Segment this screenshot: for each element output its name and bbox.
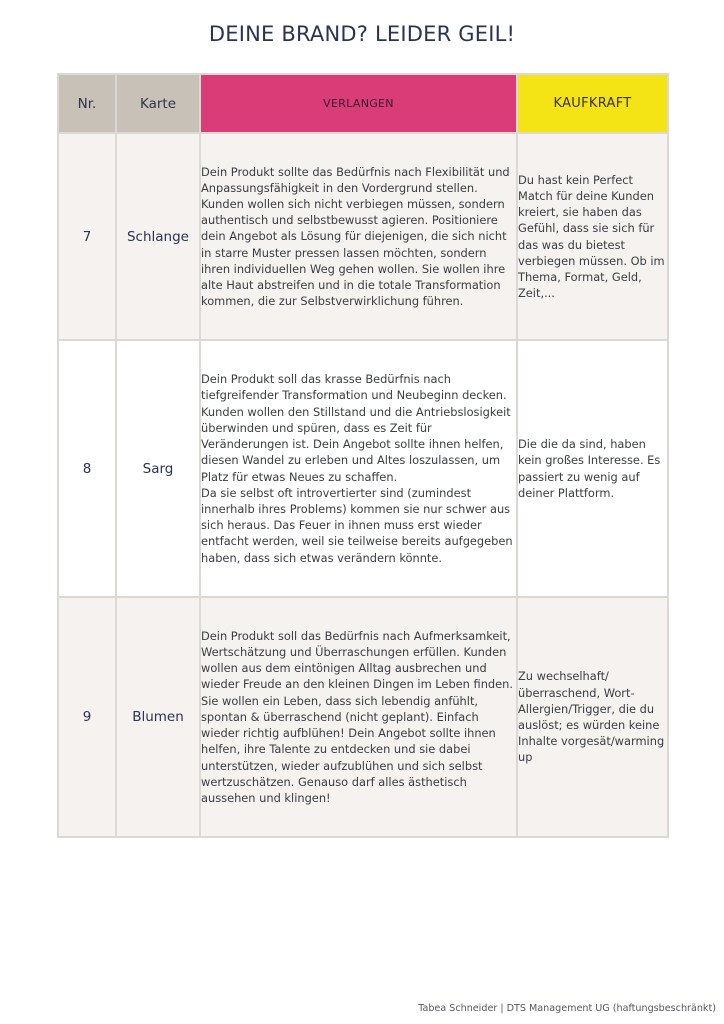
cell-kaufkraft: Zu wechselhaft/ überraschend, Wort-Allergien/Trigger, die du auslöst; es würden keine Inhalte vorgesät/warming up — [517, 597, 668, 837]
cell-karte: Schlange — [116, 133, 200, 340]
column-header-nr: Nr. — [58, 74, 116, 133]
table-header-row — [58, 74, 668, 133]
cell-verlangen: Dein Produkt soll das krasse Bedürfnis nach tiefgreifender Transformation und Neubeginn decken. Kunden wollen den Stillstand und die Antriebslosigkeit überwinden und spüren, dass es Zeit für Veränderungen ist. Dein Angebot sollte ihnen helfen, diesen Wandel zu erleben und Altes loszulassen, um Platz für etwas Neues zu schaffen. Da sie selbst oft introvertierter sind (zumindest innerhalb ihres Problems) kommen sie nur schwer aus sich heraus. Das Feuer in ihnen muss erst wieder entfacht werden, weil sie teilweise bereits aufgegeben haben, dass sich etwas verändern könnte. — [200, 340, 517, 597]
page-title: DEINE BRAND? LEIDER GEIL! — [208, 22, 516, 46]
column-header-kaufkraft: KAUFKRAFT — [517, 74, 668, 133]
cell-verlangen: Dein Produkt sollte das Bedürfnis nach Flexibilität und Anpassungsfähigkeit in den Vordergrund stellen. Kunden wollen sich nicht verbiegen müssen, sondern authentisch und selbstbewusst agieren. Positioniere dein Angebot als Lösung für diejenigen, die sich nicht in starre Muster pressen lassen möchten, sondern ihren individuellen Weg gehen wollen. Sie wollen ihre alte Haut abstreifen und in die totale Transformation kommen, die zur Selbstverwirklichung führen. — [200, 133, 517, 340]
table-row — [58, 597, 668, 837]
cell-kaufkraft: Die die da sind, haben kein großes Interesse. Es passiert zu wenig auf deiner Plattform. — [517, 340, 668, 597]
column-header-verlangen: VERLANGEN — [200, 74, 517, 133]
brand-table — [57, 73, 669, 838]
cell-karte: Blumen — [116, 597, 200, 837]
table-row — [58, 133, 668, 340]
table-row — [58, 340, 668, 597]
cell-nr: 9 — [58, 597, 116, 837]
cell-nr: 8 — [58, 340, 116, 597]
footer-credit: Tabea Schneider | DTS Management UG (haftungsbeschränkt) — [418, 1003, 716, 1014]
cell-karte: Sarg — [116, 340, 200, 597]
cell-kaufkraft: Du hast kein Perfect Match für deine Kunden kreiert, sie haben das Gefühl, dass sie sich für das was du bietest verbiegen müssen. Ob im Thema, Format, Geld, Zeit,... — [517, 133, 668, 340]
column-header-karte: Karte — [116, 74, 200, 133]
cell-verlangen: Dein Produkt soll das Bedürfnis nach Aufmerksamkeit, Wertschätzung und Überraschungen erfüllen. Kunden wollen aus dem eintönigen Alltag ausbrechen und wieder Freude an den kleinen Dingen im Leben finden. Sie wollen ein Leben, dass sich lebendig anfühlt, spontan & überraschend (nicht geplant). Einfach wieder richtig aufblühen! Dein Angebot sollte ihnen helfen, ihre Talente zu entdecken und sie dabei unterstützen, wieder aufzublühen und sich selbst wertzuschätzen. Genauso darf alles ästhetisch aussehen und klingen! — [200, 597, 517, 837]
cell-nr: 7 — [58, 133, 116, 340]
